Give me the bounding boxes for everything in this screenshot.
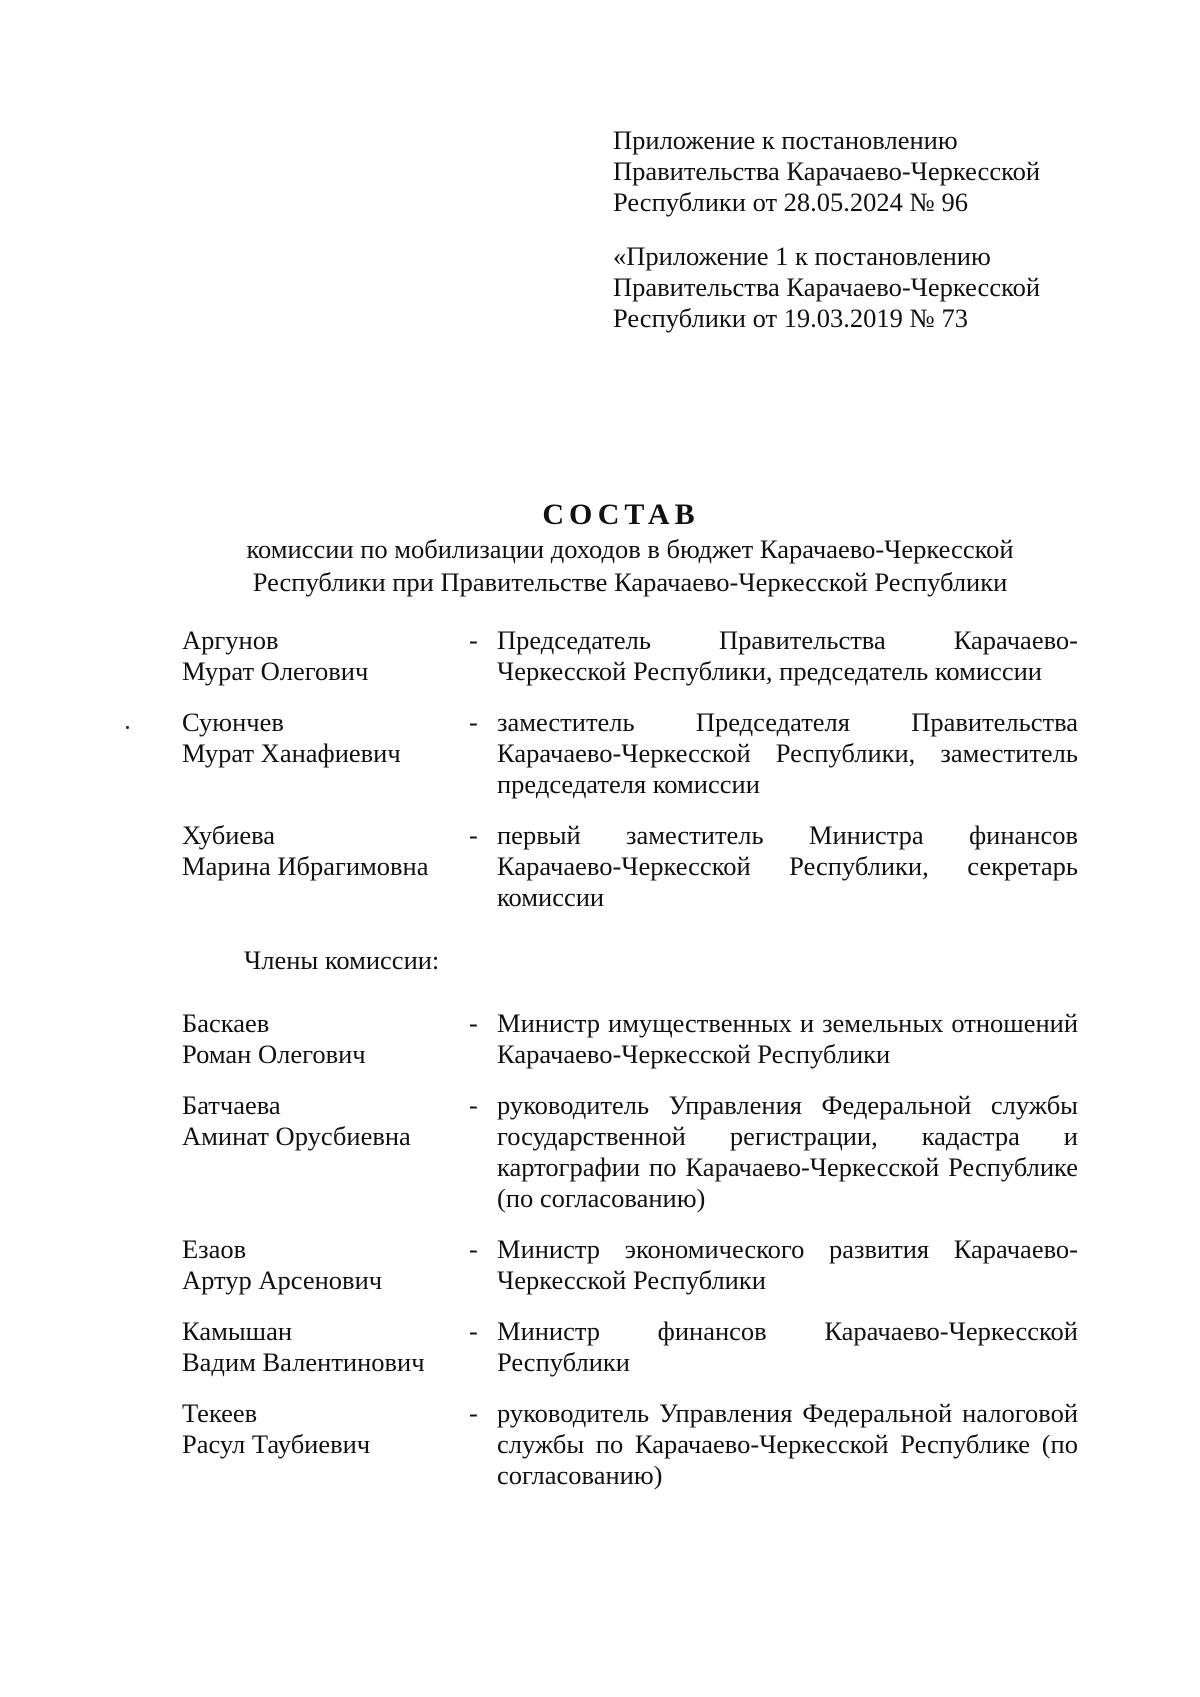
member-dash: - [469, 707, 478, 737]
attachment-line: Правительства Карачаево-Черкесской [613, 156, 1041, 186]
member-name [182, 1008, 467, 1070]
members-heading: Члены комиссии: [244, 945, 440, 975]
commission-composition [182, 625, 1078, 1511]
member-given-name: Артур Арсенович [182, 1265, 383, 1295]
member-entry [182, 1090, 1078, 1214]
leadership-list [182, 625, 1078, 913]
member-role: Министр финансов Карачаево-Черкесской Республики [497, 1316, 1078, 1377]
member-given-name: Мурат Олегович [182, 656, 369, 686]
member-entry [182, 820, 1078, 913]
member-entry [182, 1008, 1078, 1070]
document-title-block [0, 498, 1200, 598]
document-subtitle-line: комиссии по мобилизации доходов в бюджет Карачаево-Черкесской [246, 534, 1014, 564]
member-given-name: Марина Ибрагимовна [182, 851, 429, 881]
member-given-name: Аминат Орусбиевна [182, 1121, 411, 1151]
member-role: заместитель Председателя Правительства Карачаево-Черкесской Республики, заместитель председателя комиссии [497, 707, 1078, 799]
member-dash: - [469, 625, 478, 655]
attachment-line: Правительства Карачаево-Черкесской [613, 272, 1041, 302]
member-given-name: Мурат Ханафиевич [182, 738, 401, 768]
member-surname: Езаов [182, 1234, 247, 1264]
attachment-line: «Приложение 1 к постановлению [613, 241, 991, 271]
member-surname: Текеев [182, 1398, 258, 1428]
member-name [182, 707, 467, 800]
attachment-line: Приложение к постановлению [613, 125, 958, 155]
member-role: руководитель Управления Федеральной налоговой службы по Карачаево-Черкесской Республике (по согласованию) [497, 1398, 1078, 1490]
members-list [182, 1008, 1078, 1491]
member-dash: - [469, 1090, 478, 1120]
attachment-header [613, 125, 1113, 334]
member-given-name: Расул Таубиевич [182, 1429, 371, 1459]
member-role: Председатель Правительства Карачаево-Черкесской Республики, председатель комиссии [497, 625, 1078, 686]
member-surname: Хубиева [182, 820, 276, 850]
member-role: Министр имущественных и земельных отношений Карачаево-Черкесской Республики [497, 1008, 1078, 1069]
member-role: Министр экономического развития Карачаево-Черкесской Республики [497, 1234, 1078, 1295]
attachment-line: Республики от 19.03.2019 № 73 [613, 303, 968, 333]
member-entry [182, 1316, 1078, 1378]
member-dash: - [469, 820, 478, 850]
member-entry [182, 1234, 1078, 1296]
member-surname: Камышан [182, 1316, 293, 1346]
original-attachment-reference [613, 241, 1113, 334]
member-name [182, 1398, 467, 1491]
scan-speck [126, 726, 129, 729]
attachment-line: Республики от 28.05.2024 № 96 [613, 187, 968, 217]
member-name [182, 1234, 467, 1296]
member-dash: - [469, 1234, 478, 1264]
member-dash: - [469, 1008, 478, 1038]
member-dash: - [469, 1398, 478, 1428]
attachment-reference [613, 125, 1113, 218]
member-name [182, 820, 467, 913]
member-name [182, 1090, 467, 1214]
member-surname: Батчаева [182, 1090, 281, 1120]
member-entry [182, 1398, 1078, 1491]
member-surname: Аргунов [182, 625, 279, 655]
member-entry [182, 625, 1078, 687]
document-title: СОСТАВ [542, 498, 700, 531]
member-role: руководитель Управления Федеральной службы государственной регистрации, кадастра и картографии по Карачаево-Черкесской Республике (по согласованию) [497, 1090, 1078, 1213]
member-entry [182, 707, 1078, 800]
member-name [182, 1316, 467, 1378]
member-surname: Баскаев [182, 1008, 270, 1038]
member-dash: - [469, 1316, 478, 1346]
member-name [182, 625, 467, 687]
document-subtitle-line: Республики при Правительстве Карачаево-Черкесской Республики [252, 567, 1008, 597]
member-role: первый заместитель Министра финансов Карачаево-Черкесской Республики, секретарь комиссии [497, 820, 1078, 912]
member-surname: Суюнчев [182, 707, 284, 737]
member-given-name: Вадим Валентинович [182, 1347, 425, 1377]
member-given-name: Роман Олегович [182, 1039, 366, 1069]
